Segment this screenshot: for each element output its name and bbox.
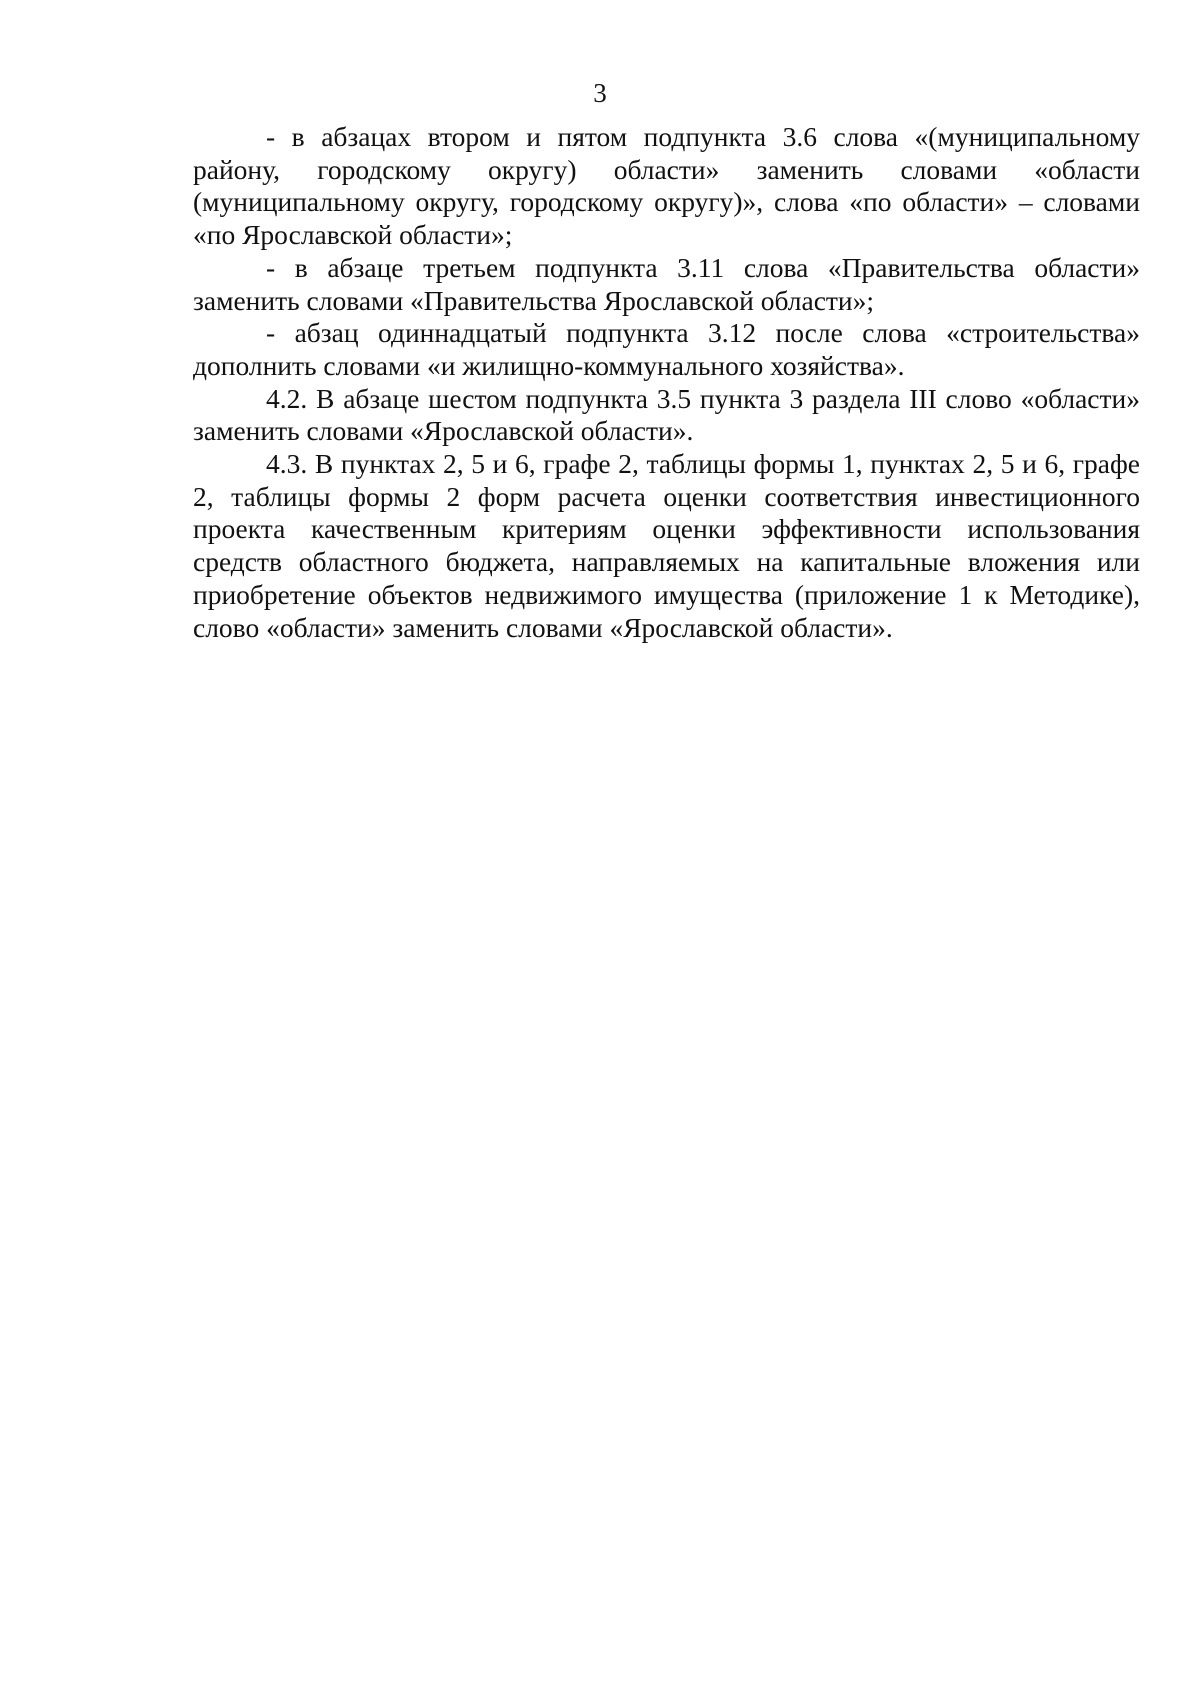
paragraph-amendment-3-6: - в абзацах втором и пятом подпункта 3.6 слова «(муниципальному району, городскому округу) области» заменить словами «области (муниципальному округу, городскому округу)», слова «по области» – словами «по Ярославской области»; xyxy=(193,121,1140,251)
paragraph-amendment-3-11: - в абзаце третьем подпункта 3.11 слова «Правительства области» заменить словами «Правительства Ярославской области»; xyxy=(193,251,1140,316)
document-body xyxy=(193,121,1140,644)
paragraph-4-2: 4.2. В абзаце шестом подпункта 3.5 пункта 3 раздела III слово «области» заменить словами «Ярославской области». xyxy=(193,382,1140,447)
paragraph-amendment-3-12: - абзац одиннадцатый подпункта 3.12 после слова «строительства» дополнить словами «и жилищно-коммунального хозяйства». xyxy=(193,317,1140,381)
paragraph-4-3: 4.3. В пунктах 2, 5 и 6, графе 2, таблицы формы 1, пунктах 2, 5 и 6, графе 2, таблицы формы 2 форм расчета оценки соответствия инвестиционного проекта качественным критериям оценки эффективности использования средств областного бюджета, направляемых на капитальные вложения или приобретение объектов недвижимого имущества (приложение 1 к Методике), слово «области» заменить словами «Ярославской области». xyxy=(193,448,1140,643)
page-number: 3 xyxy=(593,78,607,108)
